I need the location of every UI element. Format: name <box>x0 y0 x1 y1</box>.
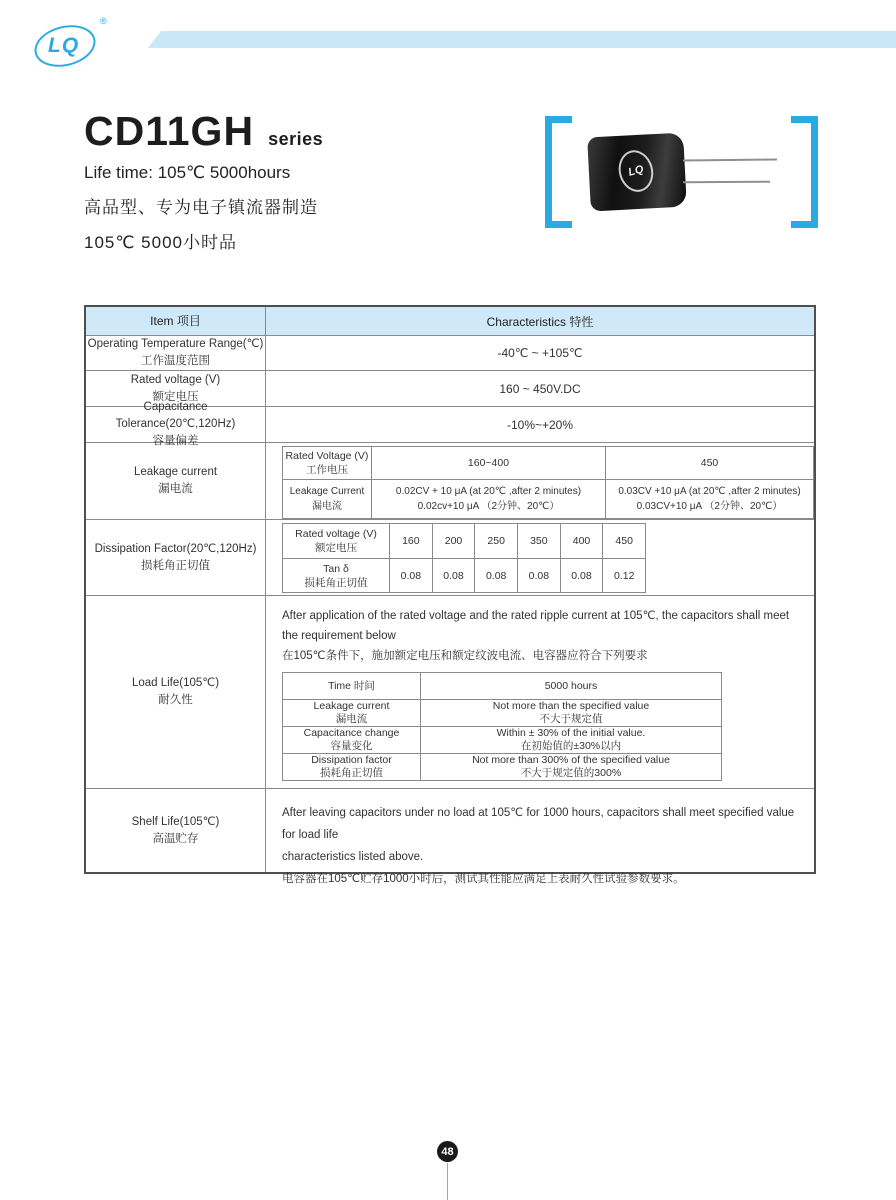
label-en: Leakage Current <box>289 486 365 497</box>
tan-value: 0.08 <box>475 559 518 592</box>
label-en: Load Life(105℃) <box>131 677 220 689</box>
label-en: Tan δ <box>323 562 349 575</box>
page-number-badge: 48 <box>437 1141 458 1162</box>
shelf-life-line-1: After leaving capacitors under no load at 105℃ for 1000 hours, capacitors shall meet specified value for load life <box>282 807 795 841</box>
value-en: Within ± 30% of the initial value. <box>496 727 646 739</box>
label-en: Rated voltage (V) <box>295 528 377 540</box>
label-cn: 高温贮存 <box>152 832 199 845</box>
dissipation-cell <box>266 520 814 595</box>
label-cn: 容量偏差 <box>152 435 199 447</box>
title-block <box>84 108 524 253</box>
row-dissipation-factor <box>86 519 814 595</box>
row-label <box>86 401 266 447</box>
load-life-paragraph-cn: 在105℃条件下，施加额定电压和额定纹波电流、电容器应符合下列要求 <box>282 650 648 662</box>
dissipation-voltage-row <box>283 524 645 558</box>
leakage-voltage-label <box>283 447 372 479</box>
value-en: Not more than 300% of the specified value <box>472 754 670 766</box>
row-value: -40℃ ~ +105℃ <box>497 346 583 360</box>
formula-en: 0.03CV +10 μA (at 20℃ ,after 2 minutes) <box>618 486 801 497</box>
label-en: Capacitance Tolerance(20℃,120Hz) <box>115 401 236 430</box>
left-bracket-icon <box>545 116 572 228</box>
subtitle-cn-2: 105℃ 5000小时品 <box>84 233 237 252</box>
row-shelf-life <box>86 788 814 885</box>
row-label <box>86 596 266 788</box>
row-value: 160 ~ 450V.DC <box>499 381 581 396</box>
time-row <box>283 673 721 699</box>
criterion-row <box>283 699 721 726</box>
formula-en: 0.02CV + 10 μA (at 20℃ ,after 2 minutes) <box>395 486 582 497</box>
company-logo-icon <box>26 12 126 76</box>
shelf-life-line-cn: 电容器在105℃贮存1000小时后，测试其性能应满足上表耐久性试验参数要求。 <box>282 873 685 885</box>
time-label: Time 时间 <box>283 673 421 699</box>
tan-value: 0.08 <box>433 559 476 592</box>
voltage-value: 400 <box>561 524 604 558</box>
label-cn: 工作温度范围 <box>141 355 210 367</box>
criterion-label <box>283 727 421 753</box>
load-life-inner-table <box>282 672 722 781</box>
voltage-value: 160 <box>390 524 433 558</box>
voltage-value: 200 <box>433 524 476 558</box>
value-cn: 不大于规定值的300% <box>520 767 622 779</box>
right-bracket-icon <box>791 116 818 228</box>
registered-mark: ® <box>100 16 107 26</box>
logo-text: LQ <box>48 34 80 57</box>
voltage-range-high: 450 <box>700 457 719 469</box>
value-en: Not more than the specified value <box>492 700 650 712</box>
formula-cn: 0.02cv+10 μA （2分钟、20℃） <box>417 501 560 512</box>
page-title: CD11GH <box>84 108 255 154</box>
row-capacitance-tolerance <box>86 401 814 447</box>
label-cn: 工作电压 <box>306 464 348 476</box>
criterion-label <box>283 700 421 726</box>
leakage-formula-label <box>283 480 372 518</box>
tan-value: 0.08 <box>561 559 604 592</box>
label-en: Leakage current <box>133 466 218 478</box>
label-en: Operating Temperature Range(℃) <box>87 338 264 350</box>
value-cn: 在初始值的±30%以内 <box>520 740 622 752</box>
column-header-characteristics: Characteristics 特性 <box>486 314 594 329</box>
load-life-paragraph-2: the requirement below <box>282 630 396 642</box>
formula-cn: 0.03CV+10 μA （2分钟、20℃） <box>636 501 783 512</box>
voltage-range-low: 160~400 <box>372 447 606 479</box>
row-label <box>86 520 266 595</box>
label-en: Rated voltage (V) <box>130 373 221 386</box>
series-suffix: series <box>268 129 324 149</box>
spec-table <box>84 305 816 885</box>
label-en: Dissipation factor <box>311 754 392 766</box>
capacitor-lead-bottom <box>683 181 770 184</box>
tan-value: 0.08 <box>518 559 561 592</box>
shelf-life-cell <box>266 789 814 885</box>
voltage-value: 350 <box>518 524 561 558</box>
load-life-paragraph-1: After application of the rated voltage and the rated ripple current at 105℃, the capacitors shall meet <box>282 610 790 622</box>
header-banner-stripe <box>148 31 896 48</box>
label-en: Leakage current <box>313 700 390 712</box>
row-label <box>86 443 266 519</box>
dissipation-voltage-label <box>283 524 390 558</box>
label-cn: 耐久性 <box>158 694 193 706</box>
label-cn: 损耗角正切值 <box>141 559 210 572</box>
row-leakage-current <box>86 442 814 519</box>
label-cn: 容量变化 <box>330 740 373 752</box>
leakage-inner-table <box>282 446 814 519</box>
label-cn: 额定电压 <box>152 390 199 403</box>
time-value: 5000 hours <box>544 679 598 692</box>
label-en: Dissipation Factor(20℃,120Hz) <box>94 542 257 555</box>
capacitor-logo-text: LQ <box>627 163 645 179</box>
criterion-value <box>421 727 721 753</box>
criterion-value <box>421 700 721 726</box>
dissipation-inner-table <box>282 523 646 593</box>
row-load-life <box>86 595 814 788</box>
criterion-value <box>421 754 721 780</box>
leakage-formula-row <box>283 479 813 518</box>
shelf-life-line-2: characteristics listed above. <box>282 851 424 863</box>
subtitle-cn-1: 高品型、专为电子镇流器制造 <box>84 198 318 217</box>
leakage-voltage-row <box>283 447 813 479</box>
row-label <box>86 336 266 370</box>
footer-divider <box>447 1163 448 1200</box>
capacitor-lead-top <box>683 159 777 162</box>
row-value: -10%~+20% <box>506 417 574 432</box>
label-en: Capacitance change <box>303 727 400 739</box>
label-cn: 漏电流 <box>335 713 368 725</box>
row-operating-temperature <box>86 335 814 370</box>
label-cn: 损耗角正切值 <box>320 767 383 779</box>
life-time-line: Life time: 105℃ 5000hours <box>84 163 291 182</box>
label-en: Shelf Life(105℃) <box>131 815 220 828</box>
tan-value: 0.08 <box>390 559 433 592</box>
voltage-value: 450 <box>615 535 633 547</box>
leakage-formula-high <box>606 480 813 518</box>
tan-delta-label <box>283 559 390 592</box>
tan-value: 0.12 <box>613 569 635 582</box>
voltage-value: 250 <box>475 524 518 558</box>
capacitor-logo-icon <box>614 146 658 195</box>
table-header-row <box>86 307 814 335</box>
leakage-formula-low <box>372 480 606 518</box>
label-cn: 损耗角正切值 <box>304 576 368 589</box>
column-header-item: Item 项目 <box>86 307 266 335</box>
criterion-row <box>283 726 721 753</box>
row-label <box>86 789 266 872</box>
dissipation-tan-row <box>283 558 645 592</box>
label-en: Rated Voltage (V) <box>285 450 369 462</box>
leakage-current-cell <box>266 443 814 519</box>
capacitor-photo <box>587 133 687 212</box>
value-cn: 不大于规定值 <box>539 713 603 725</box>
load-life-cell <box>266 596 814 788</box>
label-cn: 漏电流 <box>158 483 193 495</box>
label-cn: 漏电流 <box>312 501 342 512</box>
criterion-row <box>283 753 721 780</box>
label-cn: 额定电压 <box>315 542 357 554</box>
criterion-label <box>283 754 421 780</box>
